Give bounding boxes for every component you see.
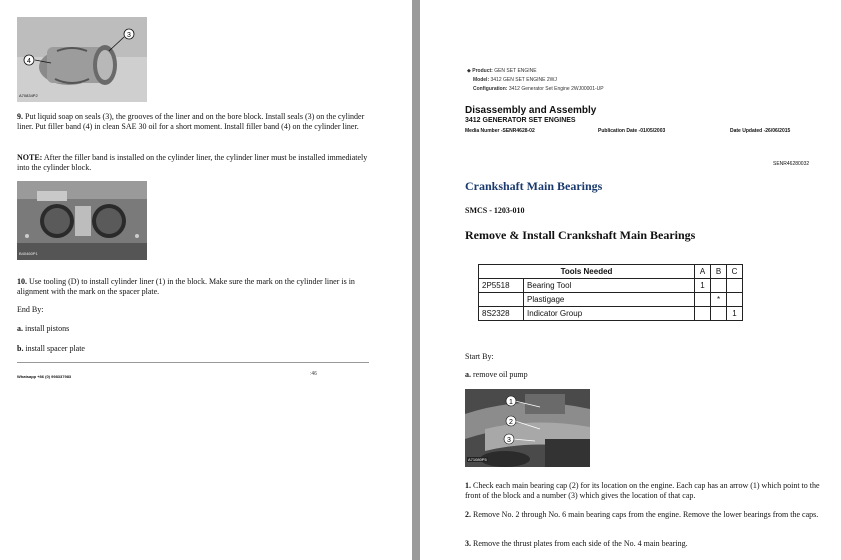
col-b-header: B: [711, 265, 727, 279]
tool-name: Indicator Group: [524, 307, 695, 321]
step-number: 10.: [17, 277, 27, 286]
callout-1: 1: [509, 399, 513, 406]
part-number: 8S2328: [479, 307, 524, 321]
end-by-item-a: [17, 324, 69, 334]
col-a-header: A: [695, 265, 711, 279]
figure-caption: A70834P2: [19, 93, 38, 98]
tool-name: Plastigage: [524, 293, 695, 307]
config-label: Configuration:: [473, 86, 508, 92]
item-text: remove oil pump: [473, 370, 528, 379]
item-text: install pistons: [25, 324, 70, 333]
step-number: 3.: [465, 539, 471, 548]
col-c-header: C: [727, 265, 743, 279]
figure-caption: A71080P5: [468, 457, 487, 462]
footer-page-number: :46: [310, 371, 317, 377]
item-label: a.: [465, 370, 471, 379]
callout-3: 3: [507, 437, 511, 444]
table-row: [479, 307, 743, 321]
date-updated: Date Updated -26/06/2015: [730, 128, 791, 134]
cell-a: [695, 307, 711, 321]
procedure-title: Remove & Install Crankshaft Main Bearings: [465, 228, 696, 242]
tools-table: [478, 264, 743, 321]
figure-cylinder-block: [17, 181, 147, 260]
tool-name: Bearing Tool: [524, 279, 695, 293]
doc-title: Disassembly and Assembly: [465, 105, 597, 116]
end-by-item-b: [17, 344, 85, 354]
item-label: a.: [17, 324, 23, 333]
step-1: [465, 481, 827, 501]
step-text: Remove the thrust plates from each side of the No. 4 main bearing.: [473, 539, 688, 548]
footer-contact: Whatsapp +86 (0) 998337983: [17, 374, 72, 379]
header-model: [473, 77, 557, 83]
note: [17, 153, 369, 173]
left-page: [0, 0, 412, 560]
step-text: Use tooling (D) to install cylinder liner (1) in the block. Make sure the mark on the cylinder liner is in alignment with the mark on the spacer plate.: [17, 277, 355, 296]
bearing-caps-illustration: [465, 389, 590, 467]
callout-3: 3: [127, 32, 131, 39]
start-by-item-a: [465, 370, 528, 380]
publication-date: Publication Date -01/05/2003: [598, 128, 666, 134]
step-number: 1.: [465, 481, 471, 490]
footer-divider: [17, 362, 369, 363]
smcs-code: SMCS - 1203-010: [465, 206, 525, 215]
step-3: [465, 539, 827, 549]
cell-c: 1: [727, 307, 743, 321]
callout-2: 2: [509, 419, 513, 426]
table-header-row: [479, 265, 743, 279]
table-row: [479, 293, 743, 307]
step-number: 9.: [17, 112, 23, 121]
note-label: NOTE:: [17, 153, 43, 162]
step-2: [465, 510, 827, 520]
part-number: 2P5518: [479, 279, 524, 293]
cell-c: [727, 279, 743, 293]
config-value: 3412 Generator Set Engine 2WJ00001-UP: [508, 86, 604, 92]
step-text: Remove No. 2 through No. 6 main bearing caps from the engine. Remove the lower bearings from the caps.: [473, 510, 819, 519]
cell-c: [727, 293, 743, 307]
cylinder-block-illustration: [17, 181, 147, 260]
cell-b: [711, 279, 727, 293]
step-10: [17, 277, 369, 297]
start-by-label: Start By:: [465, 352, 494, 361]
item-text: install spacer plate: [25, 344, 85, 353]
header-configuration: [473, 86, 604, 92]
figure-cylinder-liner-seals: [17, 17, 147, 102]
header-product: [467, 68, 537, 74]
section-title: Crankshaft Main Bearings: [465, 179, 603, 193]
step-9: [17, 112, 369, 132]
product-label: Product:: [472, 68, 493, 74]
cell-a: 1: [695, 279, 711, 293]
document-id: SENR46280032: [773, 161, 810, 167]
model-label: Model:: [473, 77, 490, 83]
model-value: 3412 GEN SET ENGINE 2WJ: [490, 77, 557, 83]
cell-a: [695, 293, 711, 307]
step-text: Check each main bearing cap (2) for its location on the engine. Each cap has an arrow (1) which point to the front of the block and a number (3) which gives the location of that cap.: [465, 481, 820, 500]
callout-4: 4: [27, 58, 31, 65]
tools-needed-header: Tools Needed: [479, 265, 695, 279]
doc-subtitle: 3412 GENERATOR SET ENGINES: [465, 117, 576, 124]
media-number: Media Number -SENR4628-02: [465, 128, 535, 134]
figure-caption: B40460P1: [19, 251, 38, 256]
table-row: [479, 279, 743, 293]
item-label: b.: [17, 344, 24, 353]
step-text: Put liquid soap on seals (3), the grooves of the liner and on the bore block. Install seals (3) on the cylinder liner. Put filler band (4) in clean SAE 30 oil for a short moment. Install filler band (4) on the cylinder liner.: [17, 112, 365, 131]
right-page: [420, 0, 841, 560]
end-by-label: End By:: [17, 305, 44, 314]
step-number: 2.: [465, 510, 471, 519]
part-number: [479, 293, 524, 307]
cell-b: *: [711, 293, 727, 307]
cell-b: [711, 307, 727, 321]
note-text: After the filler band is installed on the cylinder liner, the cylinder liner must be installed immediately into the cylinder block.: [17, 153, 368, 172]
figure-main-bearing-caps: [465, 389, 590, 467]
home-icon: ◆: [467, 68, 471, 74]
liner-seals-illustration: [17, 17, 147, 102]
product-value: GEN SET ENGINE: [494, 68, 537, 74]
